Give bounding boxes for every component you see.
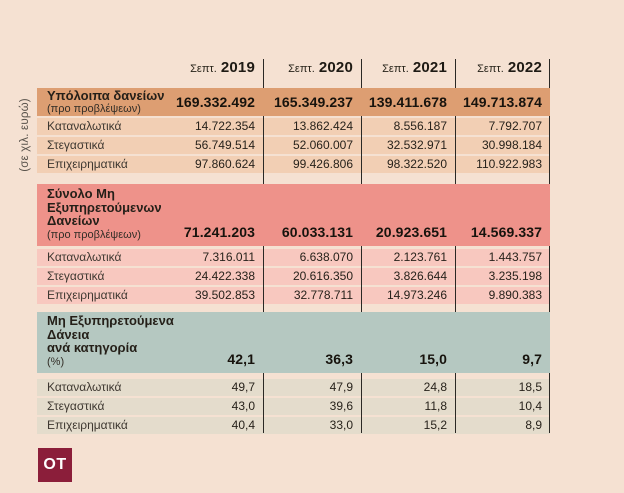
table-sections	[37, 88, 550, 434]
row-value: 7.792.707	[488, 119, 542, 133]
table-section-loan-balances	[37, 88, 550, 173]
section-rows	[37, 118, 550, 173]
row-value: 40,4	[231, 418, 255, 432]
column-header	[167, 55, 263, 88]
row-value: 13.862.424	[292, 119, 353, 133]
section-title-line: Σύνολο Μη	[47, 186, 115, 201]
column-header-row	[37, 55, 550, 88]
section-total-value: 169.332.492	[176, 94, 255, 110]
row-value: 14.973.246	[386, 288, 447, 302]
row-value: 6.638.070	[299, 250, 353, 264]
row-value: 52.060.007	[292, 138, 353, 152]
npl-table	[37, 55, 550, 436]
row-value: 98.322.520	[386, 157, 447, 171]
row-label: Επιχειρηματικά	[47, 288, 128, 302]
section-subtitle: (%)	[47, 355, 65, 368]
row-label: Επιχειρηματικά	[47, 418, 128, 432]
section-header-row	[37, 312, 550, 373]
section-total-value: 165.349.237	[274, 94, 353, 110]
row-value: 10,4	[518, 399, 542, 413]
row-value: 110.922.983	[476, 157, 542, 171]
table-row	[37, 156, 550, 173]
row-value: 9.890.383	[488, 288, 542, 302]
unit-label: (σε χιλ. ευρώ)	[19, 98, 31, 172]
row-label: Καταναλωτικά	[47, 380, 122, 394]
row-value: 33,0	[329, 418, 353, 432]
column-header-month: Σεπτ.	[288, 63, 315, 75]
section-title	[37, 88, 167, 116]
column-header-month: Σεπτ.	[190, 63, 217, 75]
section-title-line: Υπόλοιπα δανείων	[47, 87, 165, 103]
column-header	[361, 55, 455, 88]
row-value: 2.123.761	[393, 250, 447, 264]
row-label: Στεγαστικά	[47, 399, 105, 413]
section-total-value: 71.241.203	[183, 224, 255, 240]
table-row	[37, 118, 550, 135]
section-total-value: 42,1	[227, 351, 255, 367]
row-value: 11,8	[424, 399, 447, 413]
row-value: 7.316.011	[202, 250, 255, 264]
row-value: 32.778.711	[293, 288, 353, 302]
row-value: 24.422.338	[194, 269, 255, 283]
row-value: 3.826.644	[393, 269, 447, 283]
column-header-year: 2020	[318, 59, 353, 76]
row-label: Καταναλωτικά	[47, 250, 122, 264]
section-total-value: 139.411.678	[368, 94, 447, 110]
row-label: Καταναλωτικά	[47, 119, 122, 133]
row-value: 49,7	[231, 380, 255, 394]
row-value: 1.443.757	[488, 250, 542, 264]
table-row	[37, 379, 550, 396]
table-section-npl-ratio-percent	[37, 312, 550, 434]
section-total-value: 14.569.337	[470, 224, 542, 240]
section-title-line: Μη Εξυπηρετούμενα	[47, 313, 174, 328]
row-value: 3.235.198	[488, 269, 542, 283]
section-header-row	[37, 88, 550, 116]
table-row	[37, 417, 550, 434]
section-rows	[37, 249, 550, 304]
section-total-value: 60.033.131	[281, 224, 353, 240]
column-header	[455, 55, 550, 88]
section-rows	[37, 379, 550, 434]
section-total-value: 20.923.651	[375, 224, 447, 240]
row-value: 14.722.354	[194, 119, 255, 133]
row-value: 47,9	[329, 380, 353, 394]
table-row	[37, 268, 550, 285]
row-label: Στεγαστικά	[47, 138, 105, 152]
table-section-npl-total	[37, 184, 550, 304]
row-value: 32.532.971	[386, 138, 447, 152]
row-value: 56.749.514	[194, 138, 255, 152]
ot-logo: OT	[38, 448, 72, 482]
section-header-row	[37, 184, 550, 246]
section-title-line: Δάνεια	[47, 326, 90, 342]
section-total-value: 9,7	[522, 351, 542, 367]
row-value: 20.616.350	[292, 269, 353, 283]
row-value: 99.426.806	[292, 157, 353, 171]
column-header-month: Σεπτ.	[477, 63, 504, 75]
section-total-value: 36,3	[325, 351, 353, 367]
section-total-value: 149.713.874	[463, 94, 542, 110]
row-value: 18,5	[518, 380, 542, 394]
table-row	[37, 287, 550, 304]
table-row	[37, 249, 550, 266]
table-row	[37, 398, 550, 415]
section-subtitle: (προ προβλέψεων)	[47, 228, 141, 241]
section-subtitle: (προ προβλέψεων)	[47, 103, 141, 115]
row-value: 30.998.184	[481, 138, 542, 152]
row-value: 15,2	[423, 418, 447, 432]
section-title-line: ανά κατηγορία	[47, 340, 138, 355]
row-label: Επιχειρηματικά	[47, 157, 128, 171]
section-title-line: Εξυπηρετούμενων	[47, 199, 162, 215]
column-header-year: 2019	[220, 59, 255, 76]
section-title	[37, 312, 174, 373]
row-value: 97.860.624	[194, 157, 255, 171]
section-total-value: 15,0	[419, 351, 447, 367]
column-header-month: Σεπτ.	[382, 63, 409, 75]
column-header-year: 2022	[507, 59, 542, 76]
row-value: 39.502.853	[194, 288, 255, 302]
row-value: 8,9	[525, 418, 542, 432]
column-header	[263, 55, 361, 88]
row-label: Στεγαστικά	[47, 269, 105, 283]
section-title	[37, 184, 167, 246]
row-value: 24,8	[423, 380, 447, 394]
column-header-spacer	[37, 55, 167, 88]
section-title-line: Δανείων	[47, 213, 100, 228]
row-value: 39,6	[329, 399, 353, 413]
row-value: 8.556.187	[393, 119, 447, 133]
column-header-year: 2021	[412, 59, 447, 76]
row-value: 43,0	[231, 399, 255, 413]
table-row	[37, 137, 550, 154]
